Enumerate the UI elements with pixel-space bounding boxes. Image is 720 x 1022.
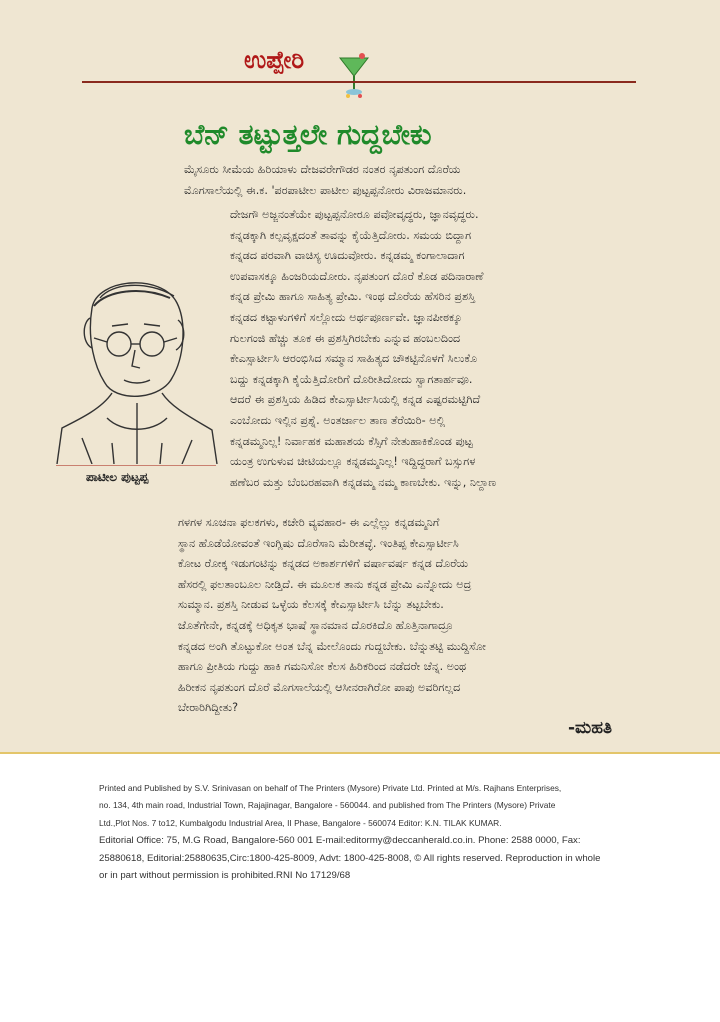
body-line: ಬೇರಾರಿಗಿದ್ದೀತು?	[178, 701, 239, 715]
footer-line: Ltd.,Plot Nos. 7 to12, Kumbalgodu Industrial Area, II Phase, Bangalore - 560074 Editor: K.N. TILAK KUMAR.	[99, 817, 502, 828]
body-line: ಮೊಗಸಾಲೆಯಲ್ಲಿ ಈ.ಕ. 'ಪರಪಾಟೀಲ ಪಾಟೀಲ ಪುಟ್ಟಪ್ಪನೋರು ವಿರಾಜಮಾನರು.	[184, 183, 467, 197]
body-line: ಬದ್ದು ಕನ್ನಡಕ್ಕಾಗಿ ಕೈಯೆತ್ತಿದೋರಿಗೆ ದೊರೀತಿದೋದು ಸ್ವಾಗತಾರ್ಹವೂ.	[230, 372, 473, 386]
cocktail-glass-icon	[336, 50, 372, 100]
body-line	[230, 493, 624, 514]
headline: ಬೆನ್ ತಟ್ಟುತ್ತಲೇ ಗುದ್ದಬೇಕು	[184, 118, 432, 151]
body-line: ಹಣೆಬರ ಮತ್ತು ಬೆಂಬರಹವಾಗಿ ಕನ್ನಡಮ್ಮ ನಮ್ಮ ಕಾಣಬೇಕು. ಇನ್ನು, ನಿಲ್ದಾಣ	[230, 475, 497, 489]
footer-line: Printed and Published by S.V. Srinivasan on behalf of The Printers (Mysore) Private Ltd. Printed at M/s. Rajhans Enterprises,	[99, 783, 562, 793]
body-line: ಉಪವಾಸಕ್ಕೂ ಹಿಂಜರಿಯದೋರು. ನೃಪತುಂಗ ದೊರೆ ಕೊಡ ಪದಿನಾರಾಣೆ	[230, 269, 484, 283]
caption-rule	[56, 465, 216, 466]
footer-line: no. 134, 4th main road, Industrial Town, Rajajinagar, Bangalore - 560044. and published from The Printers (Mysore) Private	[99, 800, 556, 811]
body-line: ಗುಲಗಂಜಿ ಹೆಚ್ಚು ತೂಕ ಈ ಪ್ರಶಸ್ತಿಗಿರಬೇಕು ಎನ್ನುವ ಹಂಬಲದಿಂದ	[230, 331, 461, 345]
body-line: ಯಂತ್ರ ಉಗುಳುವ ಚೀಟಿಯಲ್ಲೂ ಕನ್ನಡಮ್ಮನಿಲ್ಲ! ಇದ್ದಿದ್ದರಾಗೆ ಬಸ್ಸುಗಳ	[230, 455, 476, 469]
body-line: ಕನ್ನಡದ ಅಂಗಿ ತೊಟ್ಟುಕೋ ಅಂತ ಬೆನ್ನ ಮೇಲೊಂದು ಗುದ್ದಬೇಕು. ಬೆನ್ನುತಟ್ಟಿ ಮುದ್ದಿಸೋ	[178, 639, 486, 653]
body-text-top	[184, 160, 624, 201]
body-text-bottom	[178, 513, 624, 719]
portrait-sketch	[52, 268, 220, 464]
footer-line: or in part without permission is prohibited.RNI No 17129/68	[99, 869, 351, 881]
footer-line: Editorial Office: 75, M.G Road, Bangalore-560 001 E-mail:editormy@deccanherald.co.in. Phone: 2588 0000, Fax:	[99, 835, 581, 847]
portrait-caption: ಪಾಟೀಲ ಪುಟ್ಟಪ್ಪ	[86, 470, 149, 484]
body-line: ಕನ್ನಡದ ಪರವಾಗಿ ವಾಚಿಸ್ಯ ಊದುವೋರು. ಕನ್ನಡಮ್ಮ ಕಂಗಾಲಾದಾಗ	[230, 249, 465, 263]
body-line: ಕೇಎಸ್ಸಾರ್ಟೀಸಿ ಆರಂಭಿಸಿದ ಸಮ್ಮಾನ ಸಾಹಿತ್ಯದ ಚೌಕಟ್ಟಿನೊಳಗೆ ಸಿಲುಕೊ	[230, 352, 478, 366]
body-line: ಕನ್ನಡಮ್ಮನಿಲ್ಲ! ನಿರ್ವಾಹಕ ಮಹಾಶಯ ಕೆಸ್ಸಿಗೆ ನೇತುಹಾಕಿಕೊಂಡ ಪುಟ್ಟ	[230, 434, 473, 448]
author-signature: -ಮಹತಿ	[568, 718, 613, 738]
body-line: ಸುಮ್ಮಾನ. ಪ್ರಶಸ್ತಿ ನೀಡುವ ಒಳ್ಳೆಯ ಕೆಲಸಕ್ಕೆ ಕೇಎಸ್ಸಾರ್ಟೀಸಿ ಬೆನ್ನು ತಟ್ಟಬೇಕು.	[178, 598, 444, 612]
column-title: ಉಪ್ಪೇರಿ	[244, 46, 304, 74]
body-line: ಕನ್ನಡದ ಕಟ್ಟಾಳುಗಳಿಗೆ ಸಲ್ಲೋದು ಅರ್ಥಪೂರ್ಣವೇ. ಜ್ಞಾನಪೀಠಕ್ಕೂ	[230, 310, 463, 324]
imprint-footer	[99, 780, 644, 884]
body-line: ಹಾಗೂ ಪ್ರೀತಿಯ ಗುದ್ದು ಹಾಕಿ ಗಮನಿಸೋ ಕೆಲಸ ಹಿರಿಕರಿಂದ ನಡೆದರೇ ಚೆನ್ನ. ಅಂಥ	[178, 660, 467, 674]
divider	[0, 752, 720, 754]
body-line: ಜೊತೆಗೇನೇ, ಕನ್ನಡಕ್ಕೆ ಅಧಿಕೃತ ಭಾಷೆ ಸ್ಥಾನಮಾನ ದೊರಕಿದೊ ಹೊತ್ತಿನಾಗಾದ್ರೂ	[178, 618, 454, 632]
body-line: ಕನ್ನಡ ಪ್ರೇಮಿ ಹಾಗೂ ಸಾಹಿತ್ಯ ಪ್ರೇಮಿ. ಇಂಥ ದೊರೆಯ ಹೆಸರಿನ ಪ್ರಶಸ್ತಿ	[230, 290, 476, 304]
body-line: ಕೋಟ ರೋಕ್ಕ ಇಡುಗಂಟಿನ್ನು ಕನ್ನಡದ ಅಕಾರ್ಶಗಳಿಗೆ ವರ್ಷಾವರ್ಷ ಕನ್ನಡ ದೊರೆಯ	[178, 557, 469, 571]
body-line: ಮೈಸೂರು ಸೀಮೆಯ ಹಿರಿಯಾಳು ದೇಜವರೇಗೌಡರ ನಂತರ ನೃಪತುಂಗ ದೊರೆಯ	[184, 163, 461, 176]
body-line: ಸ್ಥಾನ ಹೊಡೆಯೋವಂತೆ ಇಂಗ್ಲಿಷು ದೊರೆಸಾನಿ ಮೆರೀತವ್ಳೆ. ಇಂತಿಪ್ಪ ಕೇಎಸ್ಸಾರ್ಟೀಸಿ	[178, 536, 459, 550]
body-line: ಎಂಬೋದು ಇಲ್ಲಿನ ಪ್ರಶ್ನೆ. ಅಂತರ್ಜಾಲ ತಾಣ ತೆರೆಯಿರಿ- ಅಲ್ಲಿ	[230, 413, 446, 427]
body-line: ದೇಜಗೌ ಅಜ್ಜನಂತೆಯೇ ಪುಟ್ಟಪ್ಪನೋರೂ ಪವೋವೃದ್ಧರು, ಜ್ಞಾನವೃದ್ಧರು.	[230, 208, 479, 221]
body-line: ಹಿರೀಕನ ನೃಪತುಂಗ ದೊರೆ ಮೊಗಸಾಲೆಯಲ್ಲಿ ಆಸೀನರಾಗಿರೋ ಪಾಪು ಅವರಿಗಲ್ಲದ	[178, 680, 461, 694]
body-line: ಆದರೆ ಈ ಪ್ರಶಸ್ತಿಯ ಹಿಡಿದ ಕೇಎಸ್ಸಾರ್ಟೀಸಿಯಲ್ಲಿ ಕನ್ನಡ ಎಷ್ಟರಮಟ್ಟಿಗಿದೆ	[230, 393, 481, 407]
footer-line: 25880618, Editorial:25880635,Circ:1800-425-8009, Advt: 1800-425-8008, © All rights reserved. Reproduction in whole	[99, 852, 601, 864]
body-text-right	[230, 205, 624, 514]
body-line: ಕನ್ನಡಕ್ಕಾಗಿ ಕಲ್ಪವೃಕ್ಷದಂತೆ ತಾವನ್ನು ಕೈಯೆತ್ತಿದೋರು. ಸಮಯ ಬಿದ್ದಾಗ	[230, 228, 472, 242]
title-rule	[82, 81, 636, 83]
body-line: ಹೆಸರಲ್ಲಿ ಫಲತಾಂಬೂಲ ನೀಡ್ತಿದೆ. ಈ ಮೂಲಕ ತಾನು ಕನ್ನಡ ಪ್ರೇಮಿ ಎನ್ನೋದು ಅದ್ರ	[178, 577, 472, 591]
body-line: ಗಳಗಳ ಸೂಚನಾ ಫಲಕಗಳು, ಕಚೇರಿ ವ್ಯವಹಾರ- ಈ ಎಲ್ಲೆಲ್ಲು ಕನ್ನಡಮ್ಮನಿಗೆ	[178, 516, 440, 529]
